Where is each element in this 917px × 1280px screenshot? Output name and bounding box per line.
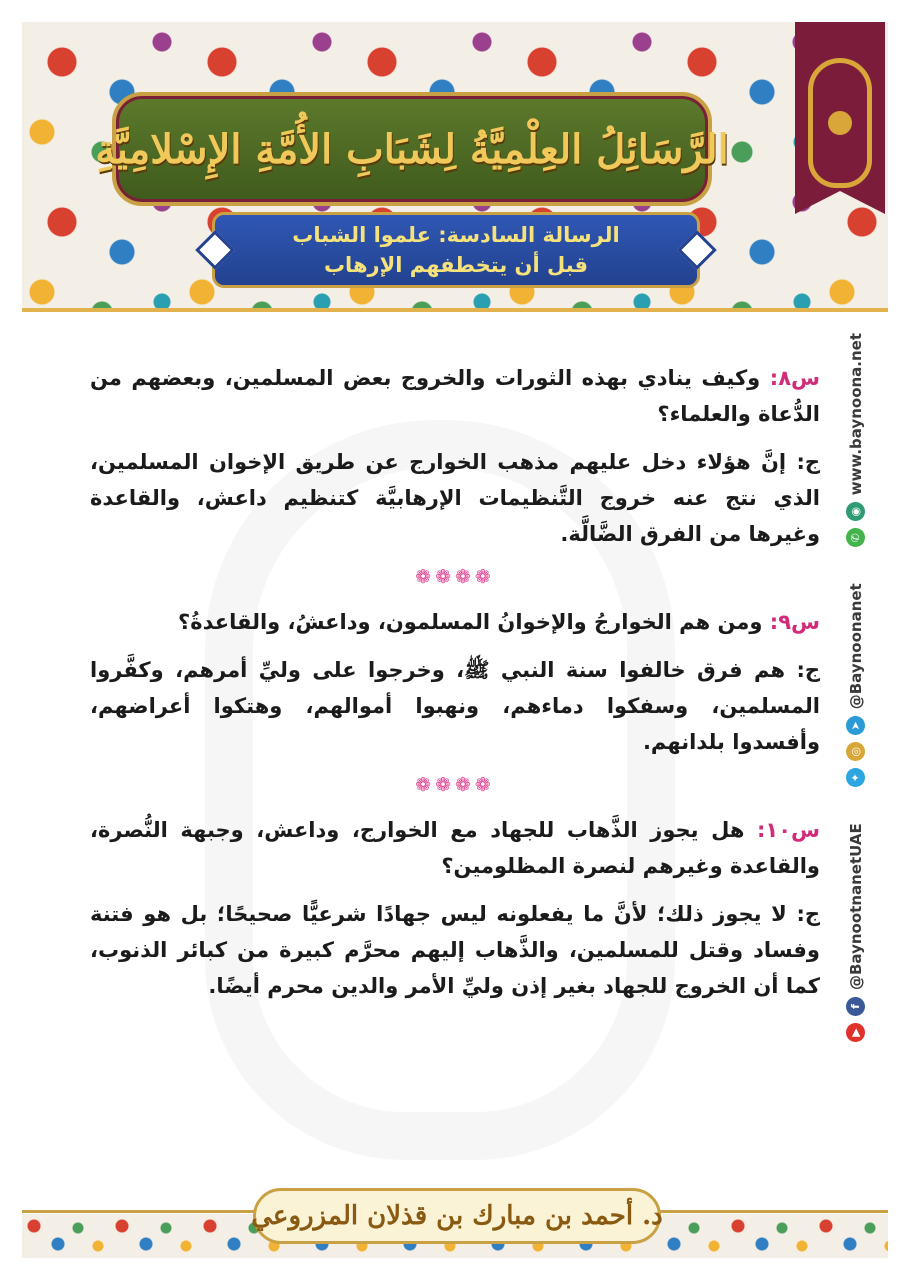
facebook-icon[interactable]: f bbox=[846, 997, 865, 1016]
qa-content bbox=[90, 360, 820, 1016]
answer-9: ج: هم فرق خالفوا سنة النبي ﷺ، وخرجوا على وليِّ أمرهم، وكفَّروا المسلمين، وسفكوا دماءهم، ونهبوا أموالهم، وهتكوا أعراضهم، وأفسدوا بلدانهم. bbox=[90, 658, 820, 754]
logo-emblem-icon bbox=[824, 107, 856, 139]
instagram-icon[interactable]: ◎ bbox=[846, 742, 865, 761]
publisher-logo bbox=[808, 58, 872, 188]
subtitle-line-2: قبل أن يتخطفهم الإرهاب bbox=[323, 253, 589, 277]
twitter-handle[interactable]: @BaynootnanetUAE bbox=[846, 823, 865, 990]
subtitle-line-1: الرسالة السادسة: علموا الشباب bbox=[292, 223, 620, 247]
telegram-handle[interactable]: @Baynoonanet bbox=[846, 583, 865, 710]
answer-8: ج: إنَّ هؤلاء دخل عليهم مذهب الخوارج عن طريق الإخوان المسلمين، الذي نتج عنه خروج التَّنظيمات الإرهابيَّة كتنظيم داعش، والقاعدة وغيرها من الفرق الضَّالَّة. bbox=[90, 450, 820, 546]
twitter-icon[interactable]: ✦ bbox=[846, 768, 865, 787]
youtube-icon[interactable]: ▶ bbox=[846, 1023, 865, 1042]
series-title-banner bbox=[95, 92, 729, 206]
question-9-label: س٩: bbox=[769, 610, 820, 634]
question-8-label: س٨: bbox=[769, 366, 820, 390]
separator-ornament: ❁❁❁❁ bbox=[415, 774, 495, 796]
header-divider bbox=[22, 308, 888, 312]
question-8 bbox=[90, 360, 820, 432]
website-link[interactable]: www.baynoona.net bbox=[846, 332, 865, 496]
question-9-text: ومن هم الخوارجُ والإخوانُ المسلمون، وداعشُ، والقاعدةُ؟ bbox=[178, 610, 770, 634]
question-10-label: س١٠: bbox=[756, 818, 820, 842]
author-signature: د. أحمد بن مبارك بن قذلان المزروعي bbox=[253, 1188, 661, 1244]
question-8-text: وكيف ينادي بهذه الثورات والخروج بعض المسلمين، وبعضهم من الدُّعاة والعلماء؟ bbox=[90, 366, 820, 426]
subtitle-banner bbox=[212, 212, 700, 288]
telegram-icon[interactable]: ➤ bbox=[846, 716, 865, 735]
question-10 bbox=[90, 812, 820, 884]
separator-ornament: ❁❁❁❁ bbox=[415, 566, 495, 588]
series-title: الرَّسَائِلُ العِلْمِيَّةُ لِشَبَابِ الأُمَّةِ الإِسْلامِيَّةِ bbox=[95, 125, 729, 173]
side-social-links bbox=[846, 333, 865, 1042]
question-9 bbox=[90, 604, 820, 640]
whatsapp-icon[interactable]: ✆ bbox=[846, 528, 865, 547]
answer-10: ج: لا يجوز ذلك؛ لأنَّ ما يفعلونه ليس جهادًا شرعيًّا صحيحًا؛ بل هو فتنة وفساد وقتل للمسلمين، والذَّهاب إليهم محرَّم كبيرة من كبائر الذنوب، كما أن الخروج للجهاد بغير إذن وليِّ الأمر والدين محرم أيضًا. bbox=[90, 902, 820, 998]
question-10-text: هل يجوز الذَّهاب للجهاد مع الخوارج، وداعش، وجبهة النُّصرة، والقاعدة وغيرهم لنصرة المظلومين؟ bbox=[90, 818, 820, 878]
globe-icon[interactable]: ◉ bbox=[846, 502, 865, 521]
